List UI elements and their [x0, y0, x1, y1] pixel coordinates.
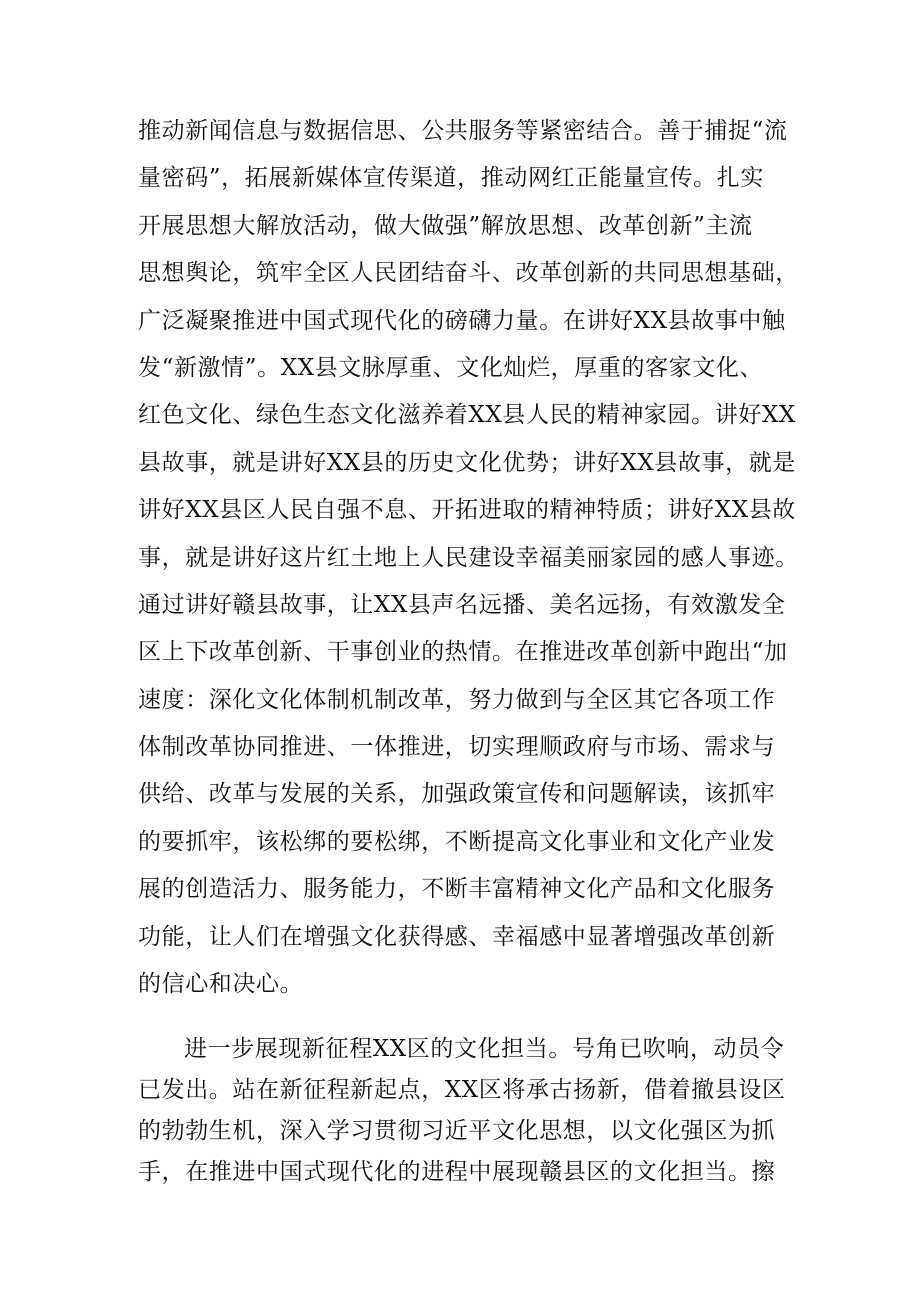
paragraph-line: 区上下改革创新、干事创业的热情。在推进改革创新中跑出“加	[138, 639, 788, 666]
paragraph-line: 功能，让人们在增强文化获得感、幸福感中显著增强改革创新	[138, 923, 776, 950]
paragraph-line: 思想舆论，筑牢全区人民团结奋斗、改革创新的共同思想基础，	[138, 260, 799, 287]
paragraph-line: 县故事，就是讲好XX县的历史文化优势；讲好XX县故事，就是	[138, 449, 796, 476]
paragraph-line: 的信心和决心。	[138, 971, 304, 998]
paragraph-line: 进一步展现新征程XX区的文化担当。号角已吹响，动员令	[184, 1036, 785, 1062]
paragraph-line: 推动新闻信息与数据信思、公共服务等紧密结合。善于捕捉“流	[138, 118, 788, 144]
paragraph-line: 通过讲好赣县故事，让XX县声名远播、美名远扬，有效激发全	[138, 591, 786, 618]
paragraph-line: 展的创造活力、服务能力，不断丰富精神文化产品和文化服务	[138, 876, 776, 903]
paragraph-line: 供给、改革与发展的关系，加强政策宣传和问题解读，该抓牢	[138, 781, 776, 808]
paragraph-2	[138, 1029, 798, 1193]
paragraph-1	[138, 108, 798, 1008]
paragraph-line: 红色文化、绿色生态文化滋养着XX县人民的精神家园。讲好XX	[138, 402, 796, 429]
paragraph-line: 讲好XX县区人民自强不息、开拓进取的精神特质；讲好XX县故	[138, 497, 796, 524]
paragraph-line: 速度：深化文化体制机制改革，努力做到与全区其它各项工作	[138, 686, 776, 713]
paragraph-line: 开展思想大解放活动，做大做强”解放思想、改革创新”主流	[138, 212, 753, 239]
paragraph-line: 的勃勃生机，深入学习贯彻习近平文化思想，以文化强区为抓	[138, 1118, 776, 1144]
paragraph-line: 体制改革协同推进、一体推进，切实理顺政府与市场、需求与	[138, 734, 776, 761]
paragraph-line: 的要抓牢，该松绑的要松绑，不断提高文化事业和文化产业发	[138, 828, 776, 855]
paragraph-line: 广泛凝聚推进中国式现代化的磅礴力量。在讲好XX县故事中触	[138, 307, 786, 334]
paragraph-line: 已发出。站在新征程新起点，XX区将承古扬新，借着撤县设区	[138, 1077, 786, 1103]
paragraph-line: 手，在推进中国式现代化的进程中展现赣县区的文化担当。擦	[138, 1159, 776, 1185]
paragraph-line: 量密码”，拓展新媒体宣传渠道，推动网红正能量宣传。扎实	[138, 165, 764, 192]
paragraph-line: 发“新激情”。XX县文脉厚重、文化灿烂，厚重的客家文化、	[138, 354, 764, 381]
paragraph-line: 事，就是讲好这片红土地上人民建设幸福美丽家园的感人事迹。	[138, 544, 799, 571]
